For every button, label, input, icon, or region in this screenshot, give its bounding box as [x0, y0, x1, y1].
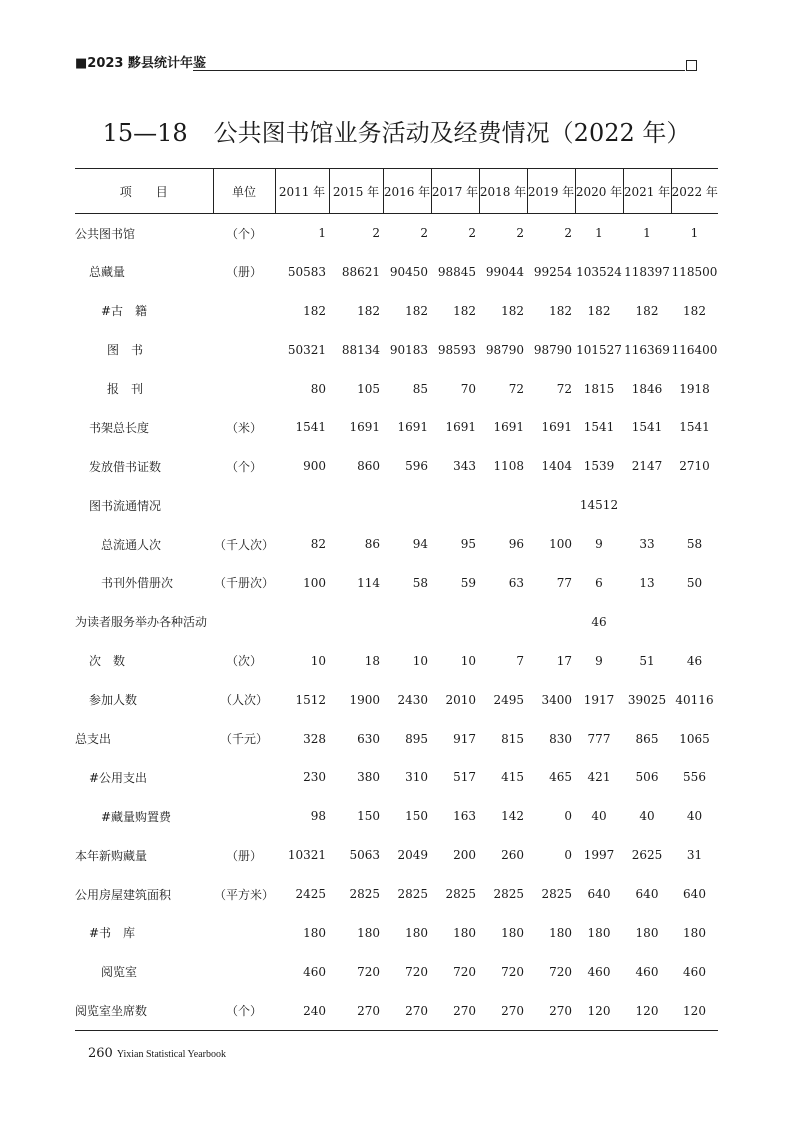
row-unit [213, 330, 275, 369]
table-row [75, 447, 718, 486]
row-item: 发放借书证数 [89, 459, 162, 474]
row-unit: （平方米） [213, 887, 274, 902]
cell-value: 31 [686, 848, 703, 863]
table-header-row [75, 169, 718, 214]
cell-value: 86 [364, 537, 380, 552]
cell-value: 1917 [583, 692, 615, 707]
cell-value: 46 [591, 614, 607, 629]
cell-value: 118397 [624, 264, 670, 279]
cell-value: 2147 [631, 459, 663, 474]
cell-value: 1 [318, 226, 326, 241]
row-unit: （米） [225, 420, 262, 435]
cell-value [623, 486, 671, 525]
cell-value: 40 [686, 809, 703, 824]
cell-value: 77 [556, 575, 572, 590]
cell-value: 2049 [397, 848, 428, 863]
cell-value: 39025 [627, 692, 667, 707]
cell-value: 98593 [437, 342, 476, 357]
cell-value: 100 [549, 537, 572, 552]
row-item: 总流通人次 [101, 537, 162, 552]
cell-value [671, 486, 718, 525]
cell-value: 900 [303, 459, 326, 474]
header-title: ■2023 黟县统计年鉴 [75, 56, 206, 71]
cell-value: 114 [357, 575, 380, 590]
cell-value: 1900 [349, 692, 380, 707]
cell-value: 2425 [295, 887, 326, 902]
cell-value: 94 [412, 537, 428, 552]
row-item: 公用房屋建筑面积 [75, 887, 172, 902]
cell-value: 830 [549, 731, 572, 746]
cell-value: 150 [405, 809, 428, 824]
table-row [75, 486, 718, 525]
row-unit [213, 602, 275, 641]
cell-value: 2430 [397, 692, 428, 707]
cell-value [623, 602, 671, 641]
cell-value: 2495 [493, 692, 524, 707]
header-year: 2017 年 [431, 169, 479, 214]
cell-value: 3400 [541, 692, 572, 707]
row-unit [213, 369, 275, 408]
cell-value: 180 [683, 925, 706, 940]
cell-value [479, 486, 527, 525]
cell-value: 9 [595, 653, 603, 668]
cell-value: 343 [453, 459, 476, 474]
header-unit: 单位 [213, 169, 275, 214]
cell-value: 2 [564, 226, 572, 241]
header-year: 2022 年 [671, 169, 718, 214]
cell-value: 72 [508, 381, 524, 396]
cell-value: 142 [501, 809, 524, 824]
cell-value: 2 [468, 226, 476, 241]
cell-value: 860 [357, 459, 380, 474]
header-year: 2015 年 [329, 169, 383, 214]
cell-value: 13 [639, 575, 655, 590]
header-year: 2020 年 [575, 169, 623, 214]
cell-value: 1541 [295, 420, 326, 435]
cell-value: 1 [643, 226, 651, 241]
page-footer [88, 1046, 226, 1061]
table-row [75, 291, 718, 330]
cell-value: 1846 [631, 381, 663, 396]
table-row [75, 914, 718, 953]
cell-value: 230 [303, 770, 326, 785]
table-row [75, 991, 718, 1030]
cell-value: 5063 [349, 848, 380, 863]
cell-value: 182 [549, 303, 572, 318]
cell-value: 95 [460, 537, 476, 552]
cell-value [329, 486, 383, 525]
row-item: 公共图书馆 [75, 226, 136, 241]
cell-value: 14512 [579, 498, 619, 513]
cell-value: 270 [329, 991, 383, 1030]
cell-value: 50321 [287, 342, 326, 357]
row-unit [213, 486, 275, 525]
header-year: 2016 年 [383, 169, 431, 214]
cell-value: 98845 [437, 264, 476, 279]
cell-value: 2825 [493, 887, 524, 902]
cell-value [275, 486, 329, 525]
row-item: 书刊外借册次 [101, 576, 174, 591]
row-item: 次 数 [89, 654, 126, 669]
header-year: 2019 年 [527, 169, 575, 214]
table-row [75, 214, 718, 253]
table-row [75, 758, 718, 797]
row-item: #藏量购置费 [101, 809, 172, 824]
row-unit: （个） [213, 991, 275, 1030]
cell-value: 1691 [445, 420, 476, 435]
table-row [75, 641, 718, 680]
cell-value: 2825 [541, 887, 572, 902]
cell-value: 1691 [397, 420, 428, 435]
cell-value: 50 [686, 575, 703, 590]
row-item: 总藏量 [89, 265, 126, 280]
cell-value: 0 [564, 809, 572, 824]
cell-value: 10 [412, 653, 428, 668]
row-item: 阅览室 [101, 965, 138, 980]
table-title [0, 118, 793, 148]
cell-value: 50583 [287, 264, 326, 279]
row-unit: （次） [225, 654, 262, 669]
cell-value: 260 [501, 848, 524, 863]
cell-value: 96 [508, 537, 524, 552]
row-unit [213, 758, 275, 797]
cell-value: 85 [412, 381, 428, 396]
cell-value: 777 [587, 731, 611, 746]
cell-value: 1 [690, 226, 699, 241]
cell-value: 917 [453, 731, 476, 746]
cell-value: 2010 [445, 692, 476, 707]
cell-value: 9 [595, 537, 603, 552]
row-unit: （人次） [219, 693, 268, 708]
cell-value: 1404 [541, 459, 572, 474]
page-number: 260 [88, 1046, 113, 1061]
header-year: 2021 年 [623, 169, 671, 214]
row-item: 阅览室坐席数 [75, 991, 213, 1030]
header-box-icon [686, 60, 697, 71]
cell-value: 2710 [679, 459, 710, 474]
cell-value: 58 [412, 575, 428, 590]
cell-value: 1512 [295, 692, 326, 707]
cell-value: 182 [501, 303, 524, 318]
cell-value: 63 [508, 575, 524, 590]
cell-value: 182 [683, 303, 706, 318]
row-item: 书架总长度 [89, 420, 150, 435]
cell-value: 2 [516, 226, 524, 241]
cell-value: 0 [564, 848, 572, 863]
cell-value: 2825 [349, 887, 380, 902]
cell-value: 460 [303, 964, 326, 979]
table-row [75, 952, 718, 991]
cell-value: 116369 [624, 342, 670, 357]
cell-value: 70 [460, 381, 476, 396]
table-row [75, 797, 718, 836]
cell-value [527, 486, 575, 525]
cell-value: 10 [460, 653, 476, 668]
cell-value: 895 [405, 731, 428, 746]
cell-value: 720 [549, 964, 572, 979]
cell-value: 2825 [397, 887, 428, 902]
cell-value: 180 [303, 925, 326, 940]
table-row [75, 680, 718, 719]
cell-value: 51 [639, 653, 655, 668]
cell-value: 180 [587, 925, 611, 940]
cell-value: 180 [405, 925, 428, 940]
row-unit: （个） [225, 459, 262, 474]
cell-value: 100 [303, 575, 326, 590]
cell-value: 98 [310, 809, 326, 824]
row-unit: （千人次） [213, 537, 274, 552]
cell-value [275, 602, 329, 641]
cell-value: 182 [453, 303, 476, 318]
cell-value: 98790 [485, 342, 524, 357]
cell-value: 6 [595, 575, 603, 590]
row-item: #古 籍 [101, 304, 148, 319]
cell-value: 88621 [341, 264, 380, 279]
cell-value: 82 [310, 537, 326, 552]
cell-value: 58 [686, 537, 703, 552]
library-stats-table [75, 168, 718, 1031]
cell-value: 120 [623, 991, 671, 1030]
table-row [75, 252, 718, 291]
table-row [75, 330, 718, 369]
row-item: 图 书 [107, 343, 144, 358]
cell-value: 1691 [493, 420, 524, 435]
cell-value: 2 [372, 226, 380, 241]
cell-value: 180 [357, 925, 380, 940]
cell-value: 1691 [349, 420, 380, 435]
cell-value [479, 602, 527, 641]
cell-value: 2825 [445, 887, 476, 902]
row-item: 报 刊 [107, 382, 144, 396]
cell-value: 98790 [533, 342, 572, 357]
cell-value: 116400 [671, 342, 718, 357]
cell-value: 90450 [389, 264, 428, 279]
page-header [75, 56, 697, 74]
row-unit: （册） [225, 848, 262, 863]
cell-value: 118500 [671, 264, 718, 279]
cell-value: 1065 [679, 731, 710, 746]
cell-value [431, 486, 479, 525]
cell-value: 270 [383, 991, 431, 1030]
cell-value: 10 [310, 653, 326, 668]
cell-value [431, 602, 479, 641]
cell-value: 200 [453, 848, 476, 863]
cell-value: 7 [516, 653, 524, 668]
cell-value: 1 [595, 226, 603, 241]
cell-value: 46 [686, 653, 703, 668]
cell-value: 180 [453, 925, 476, 940]
cell-value: 17 [556, 653, 572, 668]
cell-value [527, 602, 575, 641]
cell-value: 182 [303, 303, 326, 318]
cell-value: 1539 [583, 459, 615, 474]
cell-value: 506 [635, 770, 659, 785]
cell-value [383, 602, 431, 641]
cell-value: 105 [357, 381, 380, 396]
cell-value: 380 [357, 770, 380, 785]
cell-value: 1918 [679, 381, 710, 396]
cell-value [383, 486, 431, 525]
row-item: 本年新购藏量 [75, 848, 148, 863]
cell-value: 40 [591, 809, 607, 824]
cell-value: 103524 [576, 264, 622, 279]
cell-value: 460 [683, 964, 706, 979]
cell-value: 120 [575, 991, 623, 1030]
header-year: 2011 年 [275, 169, 329, 214]
header-rule [193, 70, 685, 71]
cell-value: 80 [310, 381, 326, 396]
cell-value: 460 [587, 964, 611, 979]
cell-value: 240 [275, 991, 329, 1030]
cell-value: 270 [479, 991, 527, 1030]
cell-value: 517 [453, 770, 476, 785]
cell-value: 460 [635, 964, 659, 979]
table-row [75, 408, 718, 447]
cell-value: 630 [357, 731, 380, 746]
cell-value: 59 [460, 575, 476, 590]
cell-value: 815 [501, 731, 524, 746]
cell-value: 1541 [583, 420, 615, 435]
row-item: 图书流通情况 [89, 498, 162, 513]
table-title-text: 公共图书馆业务活动及经费情况（2022 年） [213, 119, 691, 147]
row-unit [213, 291, 275, 330]
row-unit: （千元） [219, 732, 268, 747]
cell-value: 720 [357, 964, 380, 979]
row-unit [213, 952, 275, 991]
row-unit: （册） [225, 265, 262, 280]
cell-value: 1541 [679, 420, 710, 435]
cell-value: 150 [357, 809, 380, 824]
cell-value: 421 [587, 770, 611, 785]
cell-value: 99254 [533, 264, 572, 279]
cell-value: 10321 [287, 848, 326, 863]
cell-value: 596 [405, 459, 428, 474]
cell-value [671, 602, 718, 641]
cell-value: 33 [639, 537, 655, 552]
cell-value: 2 [420, 226, 428, 241]
table-row [75, 602, 718, 641]
cell-value: 2625 [631, 848, 663, 863]
cell-value: 1691 [541, 420, 572, 435]
cell-value: 40116 [675, 692, 714, 707]
cell-value: 40 [639, 809, 655, 824]
cell-value: 90183 [389, 342, 428, 357]
cell-value: 1997 [583, 848, 615, 863]
cell-value: 180 [635, 925, 659, 940]
cell-value: 120 [671, 991, 718, 1030]
cell-value: 865 [635, 731, 659, 746]
cell-value: 720 [405, 964, 428, 979]
cell-value: 182 [357, 303, 380, 318]
cell-value: 640 [587, 887, 611, 902]
table-body [75, 214, 718, 1031]
cell-value: 720 [453, 964, 476, 979]
table-row [75, 719, 718, 758]
header-year: 2018 年 [479, 169, 527, 214]
row-unit: （个） [225, 226, 262, 241]
cell-value: 556 [683, 770, 706, 785]
cell-value: 88134 [341, 342, 380, 357]
cell-value: 180 [549, 925, 572, 940]
cell-value: 465 [549, 770, 572, 785]
table-row [75, 564, 718, 603]
cell-value: 415 [501, 770, 524, 785]
cell-value: 1108 [493, 459, 524, 474]
row-item: #公用支出 [89, 770, 148, 785]
cell-value: 720 [501, 964, 524, 979]
row-unit [213, 797, 275, 836]
cell-value: 18 [364, 653, 380, 668]
cell-value: 99044 [485, 264, 524, 279]
table-row [75, 525, 718, 564]
cell-value: 1815 [583, 381, 615, 396]
cell-value: 101527 [576, 342, 622, 357]
cell-value [329, 602, 383, 641]
cell-value: 182 [587, 303, 611, 318]
cell-value: 640 [683, 887, 706, 902]
cell-value: 310 [405, 770, 428, 785]
table-row [75, 369, 718, 408]
header-item: 项 目 [75, 169, 213, 214]
cell-value: 328 [303, 731, 326, 746]
cell-value: 180 [501, 925, 524, 940]
row-item: #书 库 [89, 926, 136, 941]
footer-text: Yixian Statistical Yearbook [116, 1049, 226, 1060]
table-number: 15—18 [102, 119, 188, 147]
cell-value: 163 [453, 809, 476, 824]
cell-value: 1541 [631, 420, 663, 435]
cell-value: 270 [527, 991, 575, 1030]
row-item: 为读者服务举办各种活动 [75, 615, 208, 630]
cell-value: 640 [635, 887, 659, 902]
cell-value: 72 [556, 381, 572, 396]
cell-value: 270 [431, 991, 479, 1030]
table-row [75, 875, 718, 914]
cell-value: 182 [405, 303, 428, 318]
row-item: 总支出 [75, 732, 112, 747]
row-unit: （千册次） [213, 576, 274, 591]
row-unit [213, 914, 275, 953]
table-row [75, 836, 718, 875]
cell-value: 182 [635, 303, 659, 318]
row-item: 参加人数 [89, 693, 138, 708]
